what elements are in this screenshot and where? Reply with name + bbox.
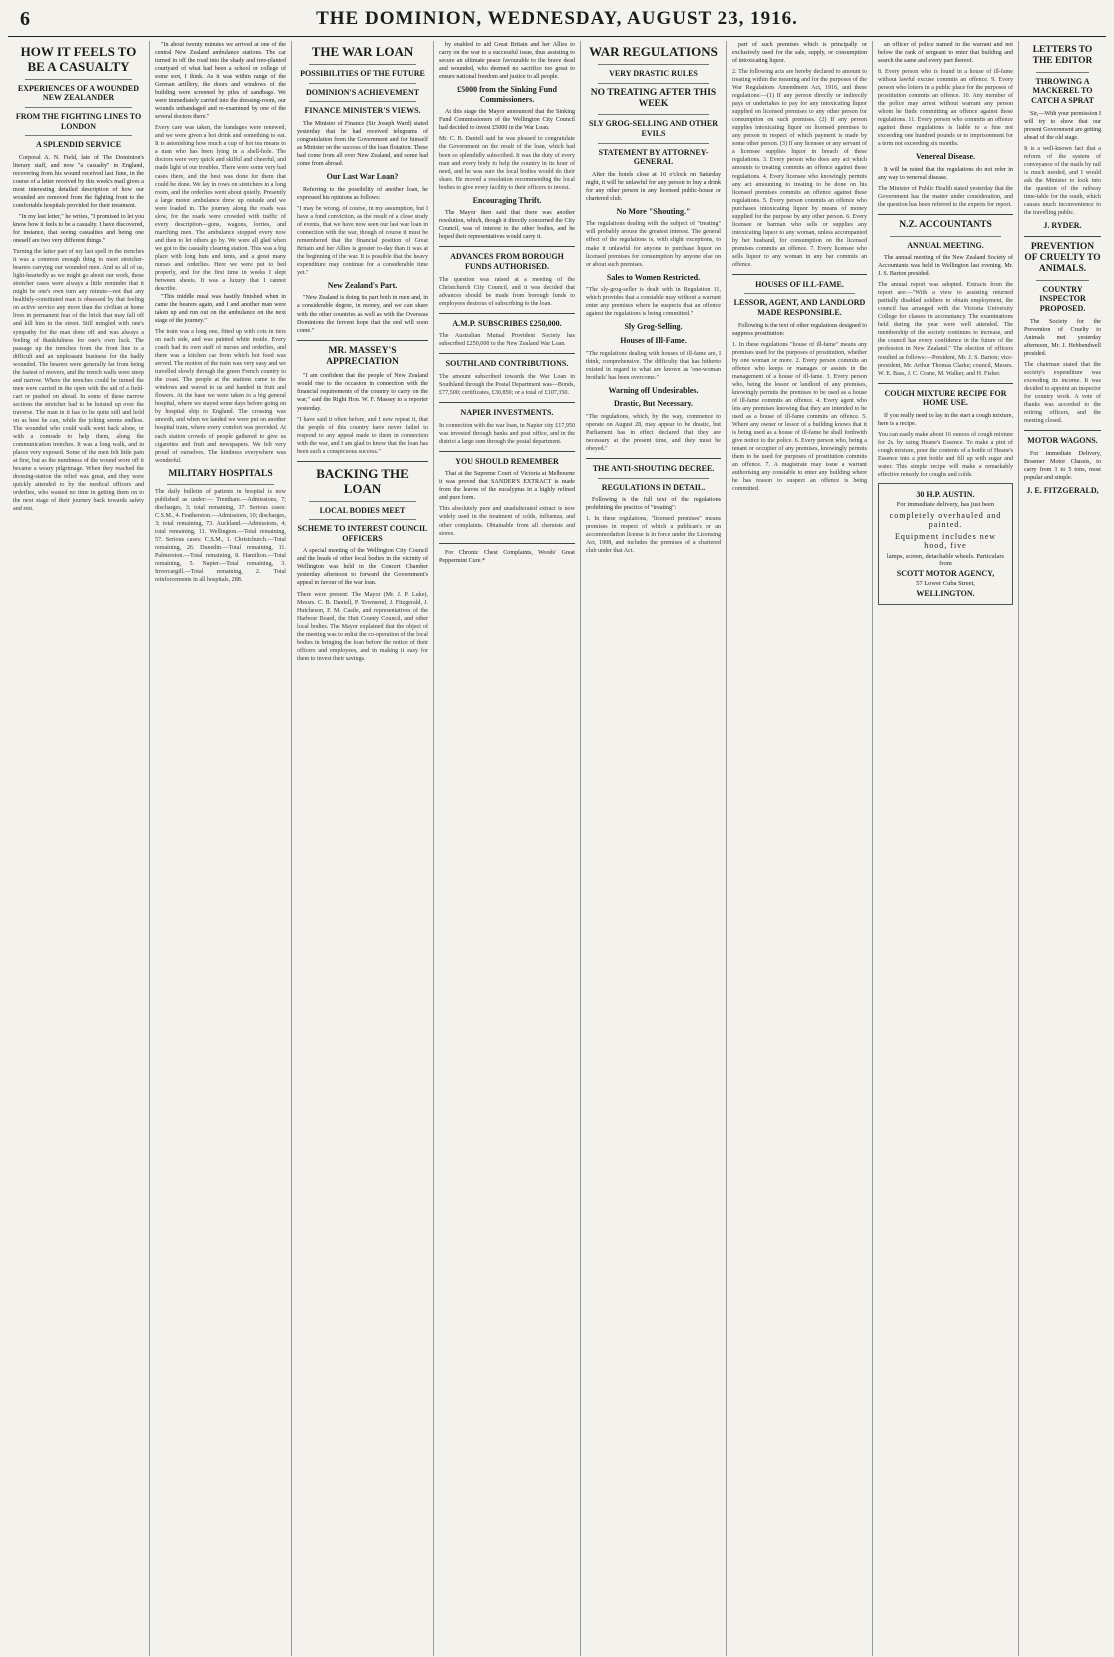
article-paragraph: For immediate Delivery, Brasmer Motor Chassis, to carry from 1 to 5 tons, most popular and simple. xyxy=(1024,450,1101,481)
headline-cough-mixture: COUGH MIXTURE RECIPE FOR HOME USE. xyxy=(884,388,1007,408)
section-heading: HOUSES OF ILL-FAME. xyxy=(755,279,844,289)
article-paragraph: Following is the text of other regulations designed to suppress prostitution: xyxy=(732,322,867,337)
article-body: Mr. C. B. Daniell said he was pleased to congratulate the Government on the result of the loan, which had been so splendidly subscribed. It was the duty of every man and every body to help the country in its hour of need, and he was sure the local bodies would do their share. He moved a resolution recommending the local bodies to give every facility to their officers to invest. xyxy=(439,136,575,191)
article-paragraph: "This middle meal was hastily finished when in came the bearers again, and I and another man were taken up and run out on the ambulance on the next stage of the journey." xyxy=(155,293,286,325)
section-heading: New Zealand's Part. xyxy=(327,280,398,290)
subhead: ANNUAL MEETING. xyxy=(907,240,984,250)
column-7 xyxy=(873,41,1019,1656)
article-paragraph: It will be noted that the regulations do not refer in any way to venereal disease. xyxy=(878,167,1013,182)
letter-signature: J. RYDER. xyxy=(1043,220,1082,230)
article-body: The train was a long one, fitted up with cots in tiers on each side, and was painted white inside. Every coach had its own staff of nurses and orderlies, and there was a kitchen car from which hot food was served. The motion of the train was very easy and we travelled slowly through the green French country to the coast. The people at the stations came to the windows and waved to us and handed in fruit and flowers. At the base we were taken to a big general hospital, where we stayed some days before going on by hospital ship to England. The crossing was smooth, and when we landed we were put on another hospital train, where every comfort was provided. At each station crowds of people gathered to give us cigarettes and fruit and newspapers. We felt very proud of ourselves. The kindness everywhere was wonderful. xyxy=(155,329,286,464)
subhead: SLY GROG-SELLING AND OTHER EVILS xyxy=(589,119,718,138)
article-paragraph: "I am confident that the people of New Zealand would rise to the occasion in connection with the financial requirements of the country to carry on the war," said the Right Hon. W. F. Massey to a reporter yesterday. xyxy=(297,373,428,412)
subhead: SCHEME TO INTEREST COUNCIL OFFICERS xyxy=(297,524,428,543)
subhead: DOMINION'S ACHIEVEMENT xyxy=(305,87,420,97)
article-paragraph: "New Zealand is doing its part both in men and, in a considerable degree, in money, and we can share with the other countries as well as with the Overseas Dominions the fervent hope that the end will soon come." xyxy=(297,295,428,334)
article-body: The regulations dealing with the subject of "treating" will probably arouse the greatest interest. The general effect of the regulations is, with slight exceptions, to make it unlawful for anyone to purchase liquor on licensed premises for consumption by anyone else on or about such premises. xyxy=(586,221,721,268)
headline-letters: LETTERS TO THE EDITOR xyxy=(1032,45,1093,67)
section-heading: Venereal Disease. xyxy=(915,152,976,162)
subhead: A SPLENDID SERVICE xyxy=(35,140,122,150)
article-body: You can easily make about 16 ounces of cough mixture for 2s. by using Heane's Essence. To make a pint of cough mixture, pour the contents of a bottle of Heane's Essence into a pint bottle and fill up with sugar and water. This simple recipe will make a remarkably effective remedy for coughs and colds. xyxy=(878,431,1013,479)
headline-war-loan: THE WAR LOAN xyxy=(311,44,414,59)
article-body: In connection with the war loan, in Napier city £17,950 was invested through banks and post office, and in the district a large sum through the postal department. xyxy=(439,422,575,445)
section-heading: NAPIER INVESTMENTS. xyxy=(460,408,554,418)
subhead: NO TREATING AFTER THIS WEEK xyxy=(590,87,717,109)
section-heading: Houses of Ill-Fame. xyxy=(620,335,687,345)
subhead: EXPERIENCES OF A WOUNDED NEW ZEALANDER xyxy=(17,83,140,103)
section-heading: Sly Grog-Selling. xyxy=(624,322,683,332)
article-paragraph: "In my last letter," he writes, "I promised to let you know how it feels to be a casualty. I have discovered, for instance, that seeing casualties and being one oneself are two very different things." xyxy=(13,214,144,245)
article-body: There were present: The Mayor (Mr. J. P. Luke), Messrs. C. B. Daniell, P. Townsend, J. Fitzgerald, J. Hutcheson, F. M. Castle, and representatives of the Harbour Board, the Hutt County Council, and other local bodies. The Mayor explained that the object of the meeting was to enlist the co-operation of the local bodies in bringing the loan before the notice of their officers and employees, and in making it easy for them to invest their savings. xyxy=(297,591,428,662)
section-heading: Sales to Women Restricted. xyxy=(606,272,701,282)
section-heading: MOTOR WAGONS. xyxy=(1027,435,1098,445)
column-5 xyxy=(581,41,727,1656)
subhead: COUNTRY INSPECTOR PROPOSED. xyxy=(1039,284,1086,313)
article-body: The amount subscribed towards the War Loan in Southland through the Postal Department was—Bonds, £77,500; certificates, £30,850; or a total of £107,350. xyxy=(439,373,575,396)
article-paragraph: At this stage the Mayor announced that the Sinking Fund Commissioners of the Wellington City Council had decided to invest £5000 in the War Loan. xyxy=(439,109,575,132)
section-heading: ADVANCES FROM BOROUGH FUNDS AUTHORISED. xyxy=(450,252,564,271)
section-heading: LESSOR, AGENT, AND LANDLORD MADE RESPONSIBLE. xyxy=(733,298,866,318)
subhead: POSSIBILITIES OF THE FUTURE xyxy=(300,68,425,78)
article-paragraph: part of such premises which is principally or exclusively used for the sale, supply, or consumption of intoxicating liquor. xyxy=(732,42,867,65)
section-heading: YOU SHOULD REMEMBER xyxy=(455,456,559,466)
column-6 xyxy=(727,41,873,1656)
column-4 xyxy=(434,41,581,1656)
headline-military-hospitals: MILITARY HOSPITALS xyxy=(168,468,273,479)
section-heading: REGULATIONS IN DETAIL. xyxy=(601,482,706,492)
headline-cruelty: PREVENTION OF CRUELTY TO ANIMALS. xyxy=(1024,241,1101,275)
column-8 xyxy=(1019,41,1106,1656)
ad-address: 57 Lower Cuba Street, xyxy=(916,580,975,588)
masthead xyxy=(8,6,1106,37)
article-body: "I may be wrong, of course, in my assumption, but I have a fond conviction, as the result of a close study of events, that we have now seen our last war loan in connection with the war, though of course it must be remembered that the financial position of Great Britain and her Allies is greater to-day than it was at the beginning of the war. It is possible that the heavy expenditure may continue for a considerable time yet." xyxy=(297,205,428,276)
headline-backing-loan: BACKING THE LOAN xyxy=(316,465,409,496)
section-heading: £5000 from the Sinking Fund Commissioners. xyxy=(457,85,557,104)
letter-paragraph: Sir,—With your permission I will try to show that our present Government are getting ahead of the old stage. xyxy=(1024,110,1101,141)
subhead: THROWING A MACKEREL TO CATCH A SPRAT xyxy=(1031,76,1094,105)
article-paragraph: That at the Supreme Court of Victoria at Melbourne it was proved that SANDER'S EXTRACT is made from the leaves of the eucalyptus in a highly refined and pure form. xyxy=(439,471,575,502)
ad-line: completely overhauled and painted. xyxy=(889,511,1002,530)
section-heading: A.M.P. SUBSCRIBES £250,000. xyxy=(452,318,562,328)
article-body: 8. Every person who is found in a house of ill-fame without lawful excuse commits an offence. 9. Every person who loiters in a public place for the purposes of prostitution commits an offence. 10. Any member of the police may arrest without warrant any person whom he finds committing an offence against these regulations. 11. Every person who commits an offence against these regulations is liable to a fine not exceeding one hundred pounds or to imprisonment for a term not exceeding six months. xyxy=(878,69,1013,148)
signoff: J. E. FITZGERALD, xyxy=(1026,485,1099,495)
ad-city: WELLINGTON. xyxy=(916,589,975,599)
ad-title: 30 H.P. AUSTIN. xyxy=(916,490,975,500)
subhead: VERY DRASTIC RULES xyxy=(609,68,698,78)
article-paragraph: Referring to the possibility of another loan, he expressed his opinions as follows: xyxy=(297,186,428,201)
columns xyxy=(8,41,1106,1656)
section-heading: Warning off Undesirables. xyxy=(608,385,699,395)
article-paragraph: an officer of police named in the warrant and not below the rank of sergeant to enter that building and search the same and every part thereof. xyxy=(878,42,1013,65)
article-body: "The sly-grog-seller is dealt with in Regulation 11, which provides that a constable may without a warrant enter any premises where he suspects that an offence against the regulations is being committed." xyxy=(586,287,721,318)
section-heading: SOUTHLAND CONTRIBUTIONS. xyxy=(445,359,569,369)
article-body: The Australian Mutual Provident Society has subscribed £250,000 to the New Zealand War Loan. xyxy=(439,333,575,348)
article-paragraph: by enabled to aid Great Britain and her Allies to carry on the war to a successful issue, thus assisting to secure an ultimate peace favourable to the brave dead and wounded, who deemed no sacrifice too great to ensure national freedom and justice to all people. xyxy=(439,42,575,81)
article-paragraph: Following is the full text of the regulations prohibiting the practice of "treating": xyxy=(586,497,721,512)
article-body: The annual report was adopted. Extracts from the report are:—"With a view to assisting returned partially disabled soldiers to obtain employment, the council has arranged with the Victoria University College for classes in accountancy. The examinations held during the year were well attended. The membership of the society continues to increase, and the council has every confidence in the future of the profession in New Zealand." The election of officers resulted as follows:—President, Mr. J. S. Barton; vice-president, Mr. Arthur Thomas Clarke; council, Messrs. W. E. Bass, J. C. Crane, M. Walker, and H. Fisher. xyxy=(878,282,1013,377)
article-paragraph: After the hotels close at 10 o'clock on Saturday night, it will be unlawful for any person to buy a drink for any other person in any licensed public-house or chartered club. xyxy=(586,171,721,202)
austin-advertisement xyxy=(878,483,1013,605)
ad-line: For immediate delivery, has just been xyxy=(896,501,995,509)
article-paragraph: Corporal A. N. Field, late of The Dominion's literary staff, and now "a casualty" in England, recovering from his wound received last June, in the course of a letter received by this week's mail gives a most interesting detailed description of how our wounded are removed from the fighting front to the comfortable hospitals provided for their treatment. xyxy=(13,154,144,210)
letter-body: It is a well-known fact that a reform of the system of conveyance of the mails by rail is much needed, and I would ask the Minister to look into the question of the railway time-table for the south, which causes much inconvenience to the travelling public. xyxy=(1024,145,1101,216)
newspaper-title: THE DOMINION, WEDNESDAY, AUGUST 23, 1916. xyxy=(316,8,798,29)
article-body: "I have said it often before, and I now repeat it, that the people of this country have never failed to respond to any appeal made to them in connection with the war, and I am glad to know that the loan has been such a conspicuous success." xyxy=(297,416,428,455)
article-body: The Minister of Public Health stated yesterday that the Government has the matter under consideration, and the question has been referred to the experts for report. xyxy=(878,186,1013,209)
ad-seller: SCOTT MOTOR AGENCY, xyxy=(896,569,995,579)
advertisement: For Chronic Chest Complaints, Woods' Great Peppermint Cure.* xyxy=(439,549,575,564)
article-paragraph: If you really need to lay in the start a cough mixture, here is a recipe. xyxy=(878,412,1013,427)
section-heading: Our Last War Loan? xyxy=(326,171,399,181)
ad-line: Equipment includes new hood, five xyxy=(894,532,997,551)
article-paragraph: The Mayor then said that there was another resolution, which, though it directly concerned the City Council, was of interest to the other bodies, and he hoped their representatives would carry it. xyxy=(439,210,575,241)
article-body: "The regulations dealing with houses of ill-fame are, I think, comprehensive. The difficulty that has hitherto existed in regard to what are known as 'one-woman brothels' has been overcome." xyxy=(586,350,721,381)
subhead: FINANCE MINISTER'S VIEWS. xyxy=(304,106,421,116)
article-body: Every care was taken, the bandages were renewed, and we were given a hot drink and something to eat. It is astonishing how much a cup of hot tea means to a man who has been lying in a shell-hole. The doctors were very quick and skilful and cheerful, and made light of our troubles. There were some very bad cases there, and the best was done for them that could be done. We lay in rows on stretchers in a long room, and the orderlies went about quietly. Presently a large motor ambulance drew up outside and we were loaded in. The journey along the roads was slow, for the roads were crowded with traffic of every description—guns, wagons, lorries, and marching men. The ambulance stopped every now and then to let others go by. We were all glad when we got to the casualty clearing station. This was a big place with long huts and tents, and a great many nurses and orderlies. Here we were put to bed properly, and for the first time in weeks I slept between sheets. It was a luxury that I cannot describe. xyxy=(155,125,286,292)
hospital-bulletin: The daily bulletin of patients in hospital is now published as under:— Trentham.—Admissions, 7; discharges, 3; total remaining, 37. Serious cases: C.S.M., 4. Featherston.—Admissions, 10; discharges, 3; total remaining, 73. Auckland.—Admissions, 4; total remaining, 11. Wellington.—Total remaining, 57. Serious cases: C.S.M., 1. Christchurch.—Total remaining, 26. Dunedin.—Total remaining, 11. Palmerston.—Total remaining, 8. Hamilton.—Total remaining, 5. Napier.—Total remaining, 3. Invercargill.—Total remaining, 2. Total reinforcements in all hospitals, 288. xyxy=(155,489,286,584)
article-body: "The regulations, which, by the way, commence to operate on August 28, may appear to be drastic, but Parliament has in effect declared that they are necessary at the present time, and they must be obeyed." xyxy=(586,413,721,452)
page-number: 6 xyxy=(20,8,30,30)
section-heading: THE ANTI-SHOUTING DECREE. xyxy=(592,463,715,473)
subhead: STATEMENT BY ATTORNEY-GENERAL xyxy=(598,147,709,167)
article-body: This absolutely pure and unadulterated extract is now widely used in the treatment of colds, influenza, and other complaints. Obtainable from all chemists and stores. xyxy=(439,506,575,537)
article-body: 1. In these regulations, "licensed premises" means premises in respect of which a publican's or an accommodation license is in force under the Licensing Act, 1908, and includes the premises of a chartered club under that Act. xyxy=(586,516,721,555)
section-heading: No More "Shouting." xyxy=(616,206,691,216)
subhead: FROM THE FIGHTING LINES TO LONDON xyxy=(15,112,142,131)
article-body: 1. In these regulations "house of ill-fame" means any premises used for the purposes of prostitution, whether by one woman or more. 2. Every person commits an offence who keeps or manages or assists in the management of a house of ill-fame. 3. Every person who, being the lessor or landlord of any premises, knowingly permits the premises to be used as a house of ill-fame commits an offence. 4. Every agent who lets any premises knowing that they are intended to be used as a house of ill-fame commits an offence. 5. Where any owner or lessor of a building knows that it is being used as a house of ill-fame he shall forthwith give notice to the police. 6. Every person who, being a tenant or occupier of any premises, knowingly permits them to be used for purposes of prostitution commits an offence. 7. A magistrate may issue a warrant authorising any constable to enter any building where he has reason to suspect an offence is being committed. xyxy=(732,341,867,493)
article-body: The question was raised at a meeting of the Christchurch City Council, and it was decided that advances should be made from borough funds to employees desirous of subscribing to the loan. xyxy=(439,276,575,307)
article-body: Turning the latter part of my last spell in the trenches it was a common enough thing to meet stretcher-bearers carrying our wounded men. And so all of us, light-heartedly as we might go about our work, these stretcher cases were always a little reminder that it might be one's own turn any minute—not that any healthily-constituted man is obsessed by that feeling on active service any more than the civilian at home lives in permanent fear of the brick that may fall off and kill him in the street. Still mingled with one's sympathy for the man done off and was always a feeling of thankfulness for one's own luck. The passage up the trenches from the front line is a difficult and an unpleasant business for the badly wounded. The bearers were generally far from being the fastest of movers, and the trench walls were steep and narrow. Where the trenches could be turned the men were carried in the open with the aid of a field-cart or pushed on ahead. In some of these narrow sections the stretcher had to be hoisted up over the traverse. The man in it has to lie quite still and hold on as best he can, while the jolting seems endless. The wounded who could walk went back alone, or with a comrade to help them, along the communication trenches. It was a long walk, and in places very exposed. Some of the men felt little pain at first, but as the numbness of the wound wore off it became a weary pilgrimage. When they reached the dressing-station the relief was great, and they were quickly attended to by the medical officers and orderlies, who wasted no time in getting them on to the next stage of their journey back towards safety and rest. xyxy=(13,249,144,513)
headline-accountants: N.Z. ACCOUNTANTS xyxy=(899,220,992,231)
article-paragraph: The Society for the Prevention of Cruelty to Animals met yesterday afternoon, Mr. J. Hebbendwell presided. xyxy=(1024,318,1101,357)
section-heading: Drastic, But Necessary. xyxy=(613,399,694,409)
ad-line: lamps, screen, detachable wheels. Particulars from xyxy=(886,553,1005,568)
article-paragraph: A special meeting of the Wellington City Council and the heads of other local bodies in the vicinity of Wellington was held in the Concert Chamber yesterday afternoon to forward the Government's appeal in favour of the war loan. xyxy=(297,548,428,587)
column-1 xyxy=(8,41,150,1656)
article-body: 2. The following acts are hereby declared to amount to treating within the meaning and for the purposes of the War Regulations Amendment Act, 1916, and these regulations:—(1) If any person directly or indirectly pays or undertakes to pay for any intoxicating liquor supplied on licensed premises to any other person for consumption on such premises. (2) If any person supplies intoxicating liquor on licensed premises to any person in respect of which payment is made by some other person. (3) If any licensee or any servant of a licensee supplies liquor in breach of these regulations. 3. Every person who does any act which amounts to treating commits an offence against these regulations. 4. Every licensee who knowingly permits any act amounting to treating to be done on his licensed premises commits an offence against these regulations. 5. Every person commits an offence who purchases intoxicating liquor by means of money supplied for the purpose by any other person. 6. Every licensee or barman who sells or supplies any intoxicating liquor to any woman, unless accompanied by her husband, for consumption on the licensed premises commits an offence. 7. Every licensee who sells liquor to any woman in any bar commits an offence. xyxy=(732,69,867,268)
article-paragraph: "In about twenty minutes we arrived at one of the central New Zealand ambulance stations. The car turned in off the road into the shady and tree-planted courtyard of what had been a school or college of some sort, I think. As it was within range of the German artillery, the doors and windows of the building were screened by piles of sandbags. We were immediately carried into the dressing-room, our wounds unbandaged and re-examined by one of the several doctors there." xyxy=(155,42,286,121)
headline-war-regulations: WAR REGULATIONS xyxy=(589,44,718,59)
section-heading: Encouraging Thrift. xyxy=(472,195,542,205)
column-3 xyxy=(292,41,434,1656)
article-body: The chairman stated that the society's expenditure was exceeding its income. It was decided to appoint an inspector for country work. A vote of thanks was accorded to the retiring officers, and the meeting closed. xyxy=(1024,361,1101,424)
column-2 xyxy=(150,41,292,1656)
article-paragraph: The Minister of Finance (Sir Joseph Ward) stated yesterday that he had received telegrams of congratulation from the Government and for himself as Minister on the success of the loan flotation. These had come from all over New Zealand, and some had come from abroad. xyxy=(297,120,428,167)
subhead: LOCAL BODIES MEET xyxy=(319,505,406,515)
article-paragraph: The annual meeting of the New Zealand Society of Accountants was held in Wellington last evening. Mr. J. S. Barton presided. xyxy=(878,255,1013,278)
headline-massey: MR. MASSEY'S APPRECIATION xyxy=(326,345,399,367)
headline-casualty: HOW IT FEELS TO BE A CASUALTY xyxy=(20,44,137,74)
